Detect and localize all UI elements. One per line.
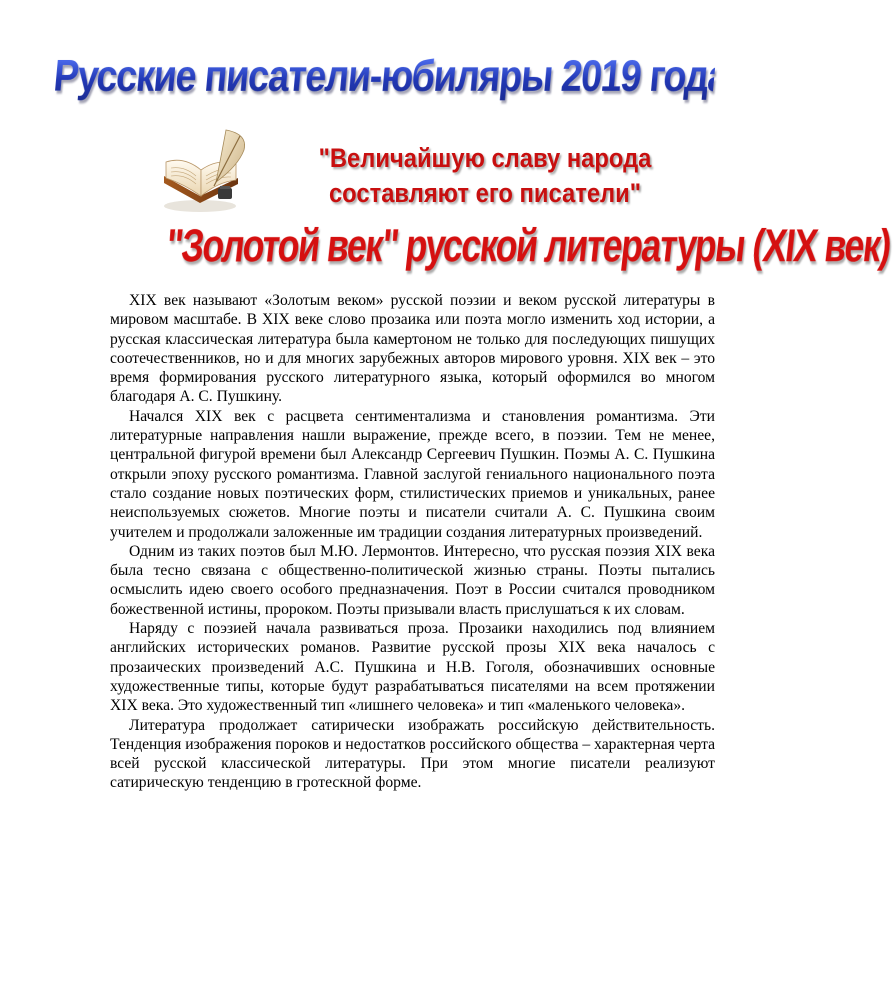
- paragraph: Наряду с поэзией начала развиваться проза. Прозаики находились под влиянием английских исторических романов. Развитие русской прозы XIX века началось с прозаических произведений А.С. Пушкина и Н.В. Гоголя, обозначивших основные художественные типы, которые будут разрабатываться писателями на всем протяжении XIX века. Это художественный тип «лишнего человека» и тип «маленького человека».: [110, 620, 715, 715]
- open-book-quill-icon: [160, 126, 252, 216]
- epigraph-line-2: составляют его писатели": [328, 178, 642, 208]
- section-title: "Золотой век" русской литературы (XIX век): [163, 219, 893, 271]
- paragraph: Одним из таких поэтов был М.Ю. Лермонтов. Интересно, что русская поэзия XIX века была тесно связана с общественно-политической жизнью страны. Поэты пытались осмыслить идею своего особого предназначения. Поэт в России считался проводником божественной истины, пророком. Поэты призывали власть прислушаться к их словам.: [110, 542, 715, 618]
- paragraph: Начался XIX век с расцвета сентиментализма и становления романтизма. Эти литературные направления нашли выражение, прежде всего, в поэзии. Тем не менее, центральной фигурой времени был Александр Сергеевич Пушкин. Поэмы А. С. Пушкина открыли эпоху русского романтизма. Главной заслугой гениального национального поэта стало создание новых поэтических форм, стилистических приемов и уникальных, ранее неиспользуемых сюжетов. Многие поэты и писатели считали А. С. Пушкина своим учителем и продолжали заложенные им традиции создания литературных произведений.: [110, 407, 715, 541]
- epigraph-line-1: "Величайшую славу народа: [318, 143, 652, 173]
- paragraph: XIX век называют «Золотым веком» русской поэзии и веком русской литературы в мировом масштабе. В XIX веке слово прозаика или поэта могло изменить ход истории, а русская классическая литература была камертоном не только для последующих пишущих соотечественников, но и для многих зарубежных авторов мирового уровня. XIX век – это время формирования русского литературного языка, который оформился во многом благодаря А. С. Пушкину.: [110, 292, 715, 406]
- article-body: [110, 291, 715, 793]
- page-title: Русские писатели-юбиляры 2019 года: [51, 52, 730, 101]
- paragraph: Литература продолжает сатирически изображать российскую действительность. Тенденция изображения пороков и недостатков российского общества – характерная черта всей русской классической литературы. При этом многие писатели реализуют сатирическую тенденцию в гротескной форме.: [110, 716, 715, 792]
